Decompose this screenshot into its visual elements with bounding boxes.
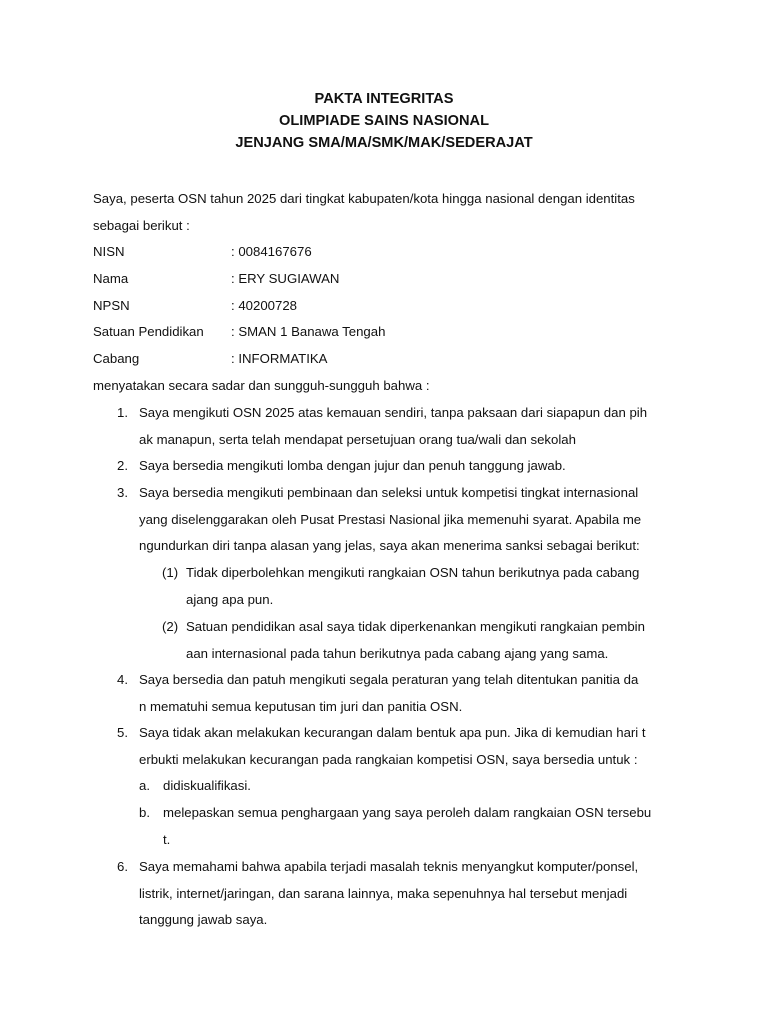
list-item-text: Saya mengikuti OSN 2025 atas kemauan sendiri, tanpa paksaan dari siapapun dan pih bbox=[139, 405, 648, 420]
identity-label-npsn: NPSN bbox=[93, 298, 130, 313]
list-number: 2. bbox=[117, 458, 128, 473]
alpha-list-item-text: melepaskan semua penghargaan yang saya peroleh dalam rangkaian OSN tersebu bbox=[163, 805, 652, 820]
statement-line: menyatakan secara sadar dan sungguh-sungguh bahwa : bbox=[93, 378, 430, 393]
identity-value-nama: : ERY SUGIAWAN bbox=[231, 271, 340, 286]
document-subtitle: OLIMPIADE SAINS NASIONAL bbox=[279, 113, 489, 129]
sub-list-item-text: ajang apa pun. bbox=[186, 592, 274, 607]
intro-line: Saya, peserta OSN tahun 2025 dari tingkat kabupaten/kota hingga nasional dengan identitas bbox=[93, 191, 635, 206]
list-number: 3. bbox=[117, 485, 128, 500]
list-item-text: Saya tidak akan melakukan kecurangan dalam bentuk apa pun. Jika di kemudian hari t bbox=[139, 725, 646, 740]
identity-value-cabang: : INFORMATIKA bbox=[231, 351, 328, 366]
identity-label-satuan: Satuan Pendidikan bbox=[93, 324, 204, 339]
document-level: JENJANG SMA/MA/SMK/MAK/SEDERAJAT bbox=[235, 135, 533, 151]
list-item-text: Saya bersedia mengikuti lomba dengan jujur dan penuh tanggung jawab. bbox=[139, 458, 566, 473]
identity-label-cabang: Cabang bbox=[93, 351, 140, 366]
identity-label-nisn: NISN bbox=[93, 244, 125, 259]
list-item-text: listrik, internet/jaringan, dan sarana lainnya, maka sepenuhnya hal tersebut menjadi bbox=[139, 886, 628, 901]
sub-list-number: (1) bbox=[162, 565, 179, 580]
identity-value-nisn: : 0084167676 bbox=[231, 244, 312, 259]
list-number: 4. bbox=[117, 672, 128, 687]
list-number: 1. bbox=[117, 405, 128, 420]
list-item-text: Saya memahami bahwa apabila terjadi masalah teknis menyangkut komputer/ponsel, bbox=[139, 859, 639, 874]
alpha-list-letter: a. bbox=[139, 778, 150, 793]
list-item-text: Saya bersedia mengikuti pembinaan dan seleksi untuk kompetisi tingkat internasional bbox=[139, 485, 639, 500]
intro-line: sebagai berikut : bbox=[93, 218, 190, 233]
list-item-text: n mematuhi semua keputusan tim juri dan panitia OSN. bbox=[139, 699, 463, 714]
sub-list-number: (2) bbox=[162, 619, 179, 634]
list-item-text: ngundurkan diri tanpa alasan yang jelas, saya akan menerima sanksi sebagai berikut: bbox=[139, 538, 640, 553]
list-item-text: Saya bersedia dan patuh mengikuti segala peraturan yang telah ditentukan panitia da bbox=[139, 672, 639, 687]
alpha-list-item-text: t. bbox=[163, 832, 171, 847]
alpha-list-letter: b. bbox=[139, 805, 150, 820]
alpha-list-item-text: didiskualifikasi. bbox=[163, 778, 251, 793]
list-item-text: ak manapun, serta telah mendapat persetujuan orang tua/wali dan sekolah bbox=[139, 432, 576, 447]
identity-label-nama: Nama bbox=[93, 271, 129, 286]
list-item-text: yang diselenggarakan oleh Pusat Prestasi Nasional jika memenuhi syarat. Apabila me bbox=[139, 512, 642, 527]
list-item-text: tanggung jawab saya. bbox=[139, 912, 268, 927]
identity-value-npsn: : 40200728 bbox=[231, 298, 298, 313]
sub-list-item-text: aan internasional pada tahun berikutnya pada cabang ajang yang sama. bbox=[186, 646, 609, 661]
list-number: 6. bbox=[117, 859, 128, 874]
document-title: PAKTA INTEGRITAS bbox=[314, 91, 454, 107]
list-item-text: erbukti melakukan kecurangan pada rangkaian kompetisi OSN, saya bersedia untuk : bbox=[139, 752, 638, 767]
list-number: 5. bbox=[117, 725, 128, 740]
sub-list-item-text: Satuan pendidikan asal saya tidak diperkenankan mengikuti rangkaian pembin bbox=[186, 619, 645, 634]
sub-list-item-text: Tidak diperbolehkan mengikuti rangkaian OSN tahun berikutnya pada cabang bbox=[186, 565, 640, 580]
identity-value-satuan: : SMAN 1 Banawa Tengah bbox=[231, 324, 386, 339]
